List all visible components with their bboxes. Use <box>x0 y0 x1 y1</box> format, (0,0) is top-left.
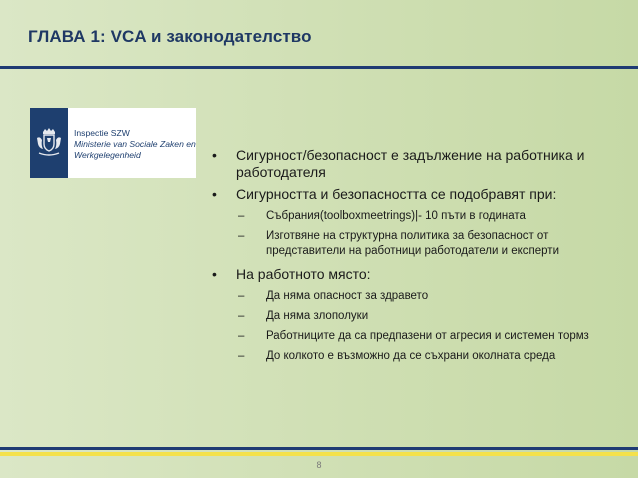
sub-bullet-dash: – <box>238 230 245 242</box>
slide-content <box>208 147 618 371</box>
bullet-item <box>208 186 618 259</box>
sub-bullet-item <box>236 229 618 259</box>
page-number: 8 <box>316 460 322 470</box>
slide-title: ГЛАВА 1: VCA и законодателство <box>28 27 312 46</box>
sub-bullet-item <box>236 289 618 304</box>
footer-divider-yellow <box>0 452 638 456</box>
sub-bullet-text: До колкото е възможно да се съхрани околната среда <box>266 350 556 362</box>
logo-line-2: Ministerie van Sociale Zaken en <box>74 139 196 149</box>
slide-header <box>0 0 638 66</box>
logo-text <box>74 128 196 161</box>
bullet-list <box>208 147 618 364</box>
bullet-item <box>208 266 618 364</box>
bullet-item <box>208 147 618 181</box>
header-divider <box>0 66 638 69</box>
sub-bullet-item <box>236 349 618 364</box>
bullet-text: На работното място: <box>236 266 371 282</box>
sub-bullet-text: Работниците да са предпазени от агресия и системен тормз <box>266 330 589 342</box>
sub-bullet-text: Събрания(toolboxmeetrings)|- 10 пъти в годината <box>266 210 526 222</box>
sub-bullet-item <box>236 329 618 344</box>
sub-bullet-text: Да няма опасност за здравето <box>266 290 429 302</box>
bullet-text: Сигурността и безопасността се подобравят при: <box>236 186 557 202</box>
bullet-dot: • <box>212 266 217 282</box>
sub-bullet-dash: – <box>238 330 245 342</box>
sub-bullet-text: Да няма злополуки <box>266 310 369 322</box>
bullet-text: Сигурност/безопасност е задължение на работника и работодателя <box>236 147 585 180</box>
logo-line-1: Inspectie SZW <box>74 128 130 138</box>
bullet-dot: • <box>212 186 217 202</box>
footer-divider-blue <box>0 447 638 450</box>
sub-bullet-dash: – <box>238 310 245 322</box>
sub-bullet-text: Изготвяне на структурна политика за безопасност от представители на работници работодатели и експерти <box>266 230 560 257</box>
sub-bullet-dash: – <box>238 210 245 222</box>
inspectie-szw-logo <box>30 108 196 178</box>
sub-bullet-list <box>236 289 618 364</box>
sub-bullet-list <box>236 209 618 259</box>
sub-bullet-dash: – <box>238 290 245 302</box>
sub-bullet-item <box>236 309 618 324</box>
sub-bullet-dash: – <box>238 350 245 362</box>
royal-crest-icon <box>34 126 64 160</box>
sub-bullet-item <box>236 209 618 224</box>
bullet-dot: • <box>212 147 217 163</box>
logo-line-3: Werkgelegenheid <box>74 150 141 160</box>
